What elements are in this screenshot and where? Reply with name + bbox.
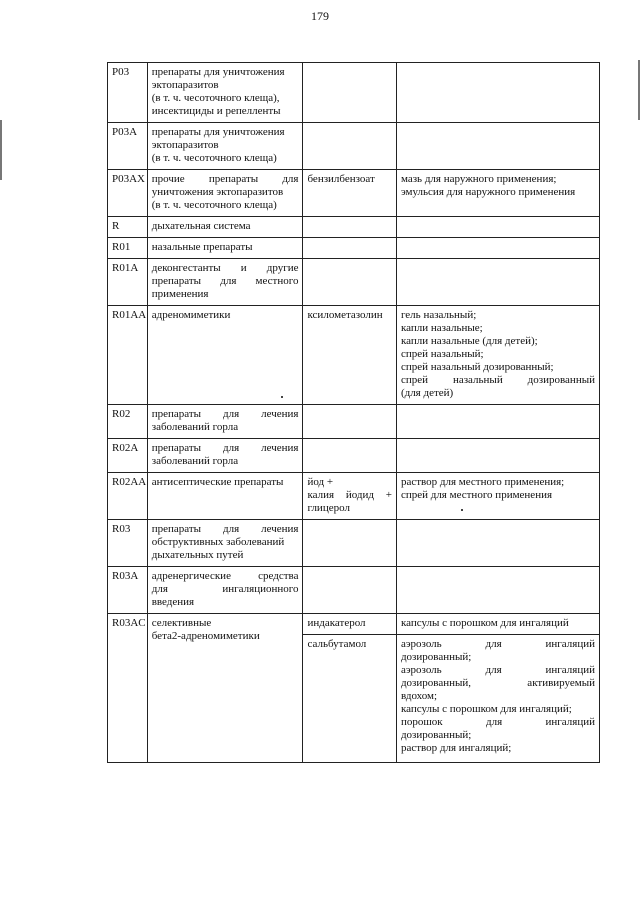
drug-classification-table: [107, 62, 600, 763]
atc-code-cell: P03AX: [108, 170, 148, 217]
drug-name-line: индакатерол: [307, 617, 366, 629]
group-name-line: для ингаляционного: [151, 583, 299, 595]
drug-name-cell: [303, 123, 396, 170]
group-name-line: препараты для уничтожения: [151, 126, 285, 138]
drug-name-line: йод +: [307, 476, 334, 488]
group-name-cell: [147, 520, 303, 567]
group-name-line: препараты для местного: [151, 275, 299, 287]
drug-name-line: ксилометазолин: [307, 309, 383, 321]
group-name-line: обструктивных заболеваний: [151, 536, 285, 548]
table-row: [108, 473, 600, 520]
dosage-form-line: капли назальные;: [400, 322, 483, 334]
dosage-form-line: вдохом;: [400, 690, 438, 702]
scan-speck: [461, 509, 463, 511]
dosage-form-cell: [396, 63, 599, 123]
drug-name-line: бензилбензоат: [307, 173, 375, 185]
group-name-line: применения: [151, 288, 209, 300]
dosage-form-cell: [396, 306, 599, 405]
table-row: [108, 238, 600, 259]
table-row: [108, 439, 600, 473]
group-name-cell: [147, 238, 303, 259]
dosage-form-cell: [396, 259, 599, 306]
group-name-cell: [147, 405, 303, 439]
drug-name-line: сальбутамол: [307, 638, 367, 650]
group-name-line: уничтожения эктопаразитов: [151, 186, 284, 198]
atc-code-cell: R03: [108, 520, 148, 567]
dosage-form-line: дозированный;: [400, 651, 472, 663]
dosage-form-line: аэрозоль для ингаляций: [400, 664, 595, 676]
group-name-line: препараты для лечения: [151, 408, 299, 420]
group-name-line: селективные: [151, 617, 212, 629]
group-name-line: адренергические средства: [151, 570, 299, 582]
group-name-line: антисептические препараты: [151, 476, 284, 488]
group-name-line: адреномиметики: [151, 309, 231, 321]
table-row: [108, 614, 600, 635]
atc-code-cell: R02AA: [108, 473, 148, 520]
atc-code-cell: R02A: [108, 439, 148, 473]
dosage-form-line: капсулы с порошком для ингаляций: [400, 617, 569, 629]
group-name-line: бета2-адреномиметики: [151, 630, 260, 642]
atc-code-cell: P03A: [108, 123, 148, 170]
dosage-form-cell: [396, 439, 599, 473]
dosage-form-line: капсулы с порошком для ингаляций;: [400, 703, 572, 715]
dosage-form-line: аэрозоль для ингаляций: [400, 638, 595, 650]
group-name-line: дыхательных путей: [151, 549, 244, 561]
group-name-cell: [147, 439, 303, 473]
page-number: 179: [311, 9, 329, 23]
drug-name-cell: [303, 170, 396, 217]
dosage-form-line: гель назальный;: [400, 309, 477, 321]
dosage-form-line: эмульсия для наружного применения: [400, 186, 576, 198]
table-row: [108, 567, 600, 614]
group-name-cell: [147, 259, 303, 306]
drug-name-cell: [303, 405, 396, 439]
table-row: [108, 405, 600, 439]
dosage-form-cell: [396, 405, 599, 439]
dosage-form-cell: [396, 473, 599, 520]
dosage-form-cell: [396, 614, 599, 635]
dosage-form-cell: [396, 123, 599, 170]
drug-name-line: глицерол: [307, 502, 350, 514]
dosage-form-cell: [396, 567, 599, 614]
group-name-line: заболеваний горла: [151, 421, 239, 433]
atc-code-cell: R03A: [108, 567, 148, 614]
scan-speck: [281, 396, 283, 398]
group-name-line: эктопаразитов: [151, 139, 219, 151]
group-name-line: (в т. ч. чесоточного клеща): [151, 199, 277, 211]
group-name-line: эктопаразитов: [151, 79, 219, 91]
group-name-line: деконгестанты и другие: [151, 262, 299, 274]
dosage-form-line: мазь для наружного применения;: [400, 173, 557, 185]
group-name-line: препараты для лечения: [151, 442, 299, 454]
scan-edge-mark-left: [0, 120, 2, 180]
dosage-form-cell: [396, 217, 599, 238]
drug-name-cell: [303, 63, 396, 123]
group-name-line: препараты для уничтожения: [151, 66, 285, 78]
atc-code-cell: R01: [108, 238, 148, 259]
group-name-cell: [147, 217, 303, 238]
drug-name-cell: [303, 306, 396, 405]
group-name-line: препараты для лечения: [151, 523, 299, 535]
drug-name-cell: [303, 259, 396, 306]
group-name-cell: [147, 123, 303, 170]
group-name-line: инсектициды и репелленты: [151, 105, 281, 117]
dosage-form-line: дозированный, активируемый: [400, 677, 595, 689]
drug-name-cell: [303, 238, 396, 259]
table-row: [108, 63, 600, 123]
drug-name-cell: [303, 520, 396, 567]
group-name-cell: [147, 614, 303, 763]
dosage-form-cell: [396, 635, 599, 763]
drug-name-cell: [303, 567, 396, 614]
dosage-form-line: капли назальные (для детей);: [400, 335, 538, 347]
dosage-form-line: спрей назальный;: [400, 348, 484, 360]
atc-code-cell: R03AC: [108, 614, 148, 763]
table-row: [108, 520, 600, 567]
table-row: [108, 217, 600, 238]
dosage-form-line: раствор для местного применения;: [400, 476, 565, 488]
drug-name-cell: [303, 473, 396, 520]
group-name-line: дыхательная система: [151, 220, 251, 232]
group-name-cell: [147, 63, 303, 123]
dosage-form-cell: [396, 238, 599, 259]
table-row: [108, 170, 600, 217]
dosage-form-line: спрей назальный дозированный;: [400, 361, 554, 373]
table-row: [108, 306, 600, 405]
table-row: [108, 259, 600, 306]
atc-code-cell: P03: [108, 63, 148, 123]
dosage-form-cell: [396, 170, 599, 217]
dosage-form-cell: [396, 520, 599, 567]
group-name-line: назальные препараты: [151, 241, 253, 253]
dosage-form-line: раствор для ингаляций;: [400, 742, 512, 754]
group-name-line: заболеваний горла: [151, 455, 239, 467]
group-name-line: прочие препараты для: [151, 173, 299, 185]
dosage-form-line: порошок для ингаляций: [400, 716, 595, 728]
drug-name-cell: [303, 439, 396, 473]
group-name-cell: [147, 170, 303, 217]
atc-code-cell: R01A: [108, 259, 148, 306]
atc-code-cell: R02: [108, 405, 148, 439]
atc-code-cell: R: [108, 217, 148, 238]
dosage-form-line: спрей назальный дозированный: [400, 374, 595, 386]
group-name-cell: [147, 306, 303, 405]
table-row: [108, 123, 600, 170]
drug-name-line: калия йодид +: [307, 489, 392, 501]
dosage-form-line: (для детей): [400, 387, 454, 399]
dosage-form-line: дозированный;: [400, 729, 472, 741]
group-name-cell: [147, 473, 303, 520]
dosage-form-line: спрей для местного применения: [400, 489, 553, 501]
group-name-line: (в т. ч. чесоточного клеща): [151, 152, 277, 164]
drug-name-cell: [303, 217, 396, 238]
atc-code-cell: R01AA: [108, 306, 148, 405]
group-name-cell: [147, 567, 303, 614]
group-name-line: введения: [151, 596, 195, 608]
drug-name-cell: [303, 614, 396, 635]
drug-name-cell: [303, 635, 396, 763]
group-name-line: (в т. ч. чесоточного клеща),: [151, 92, 280, 104]
